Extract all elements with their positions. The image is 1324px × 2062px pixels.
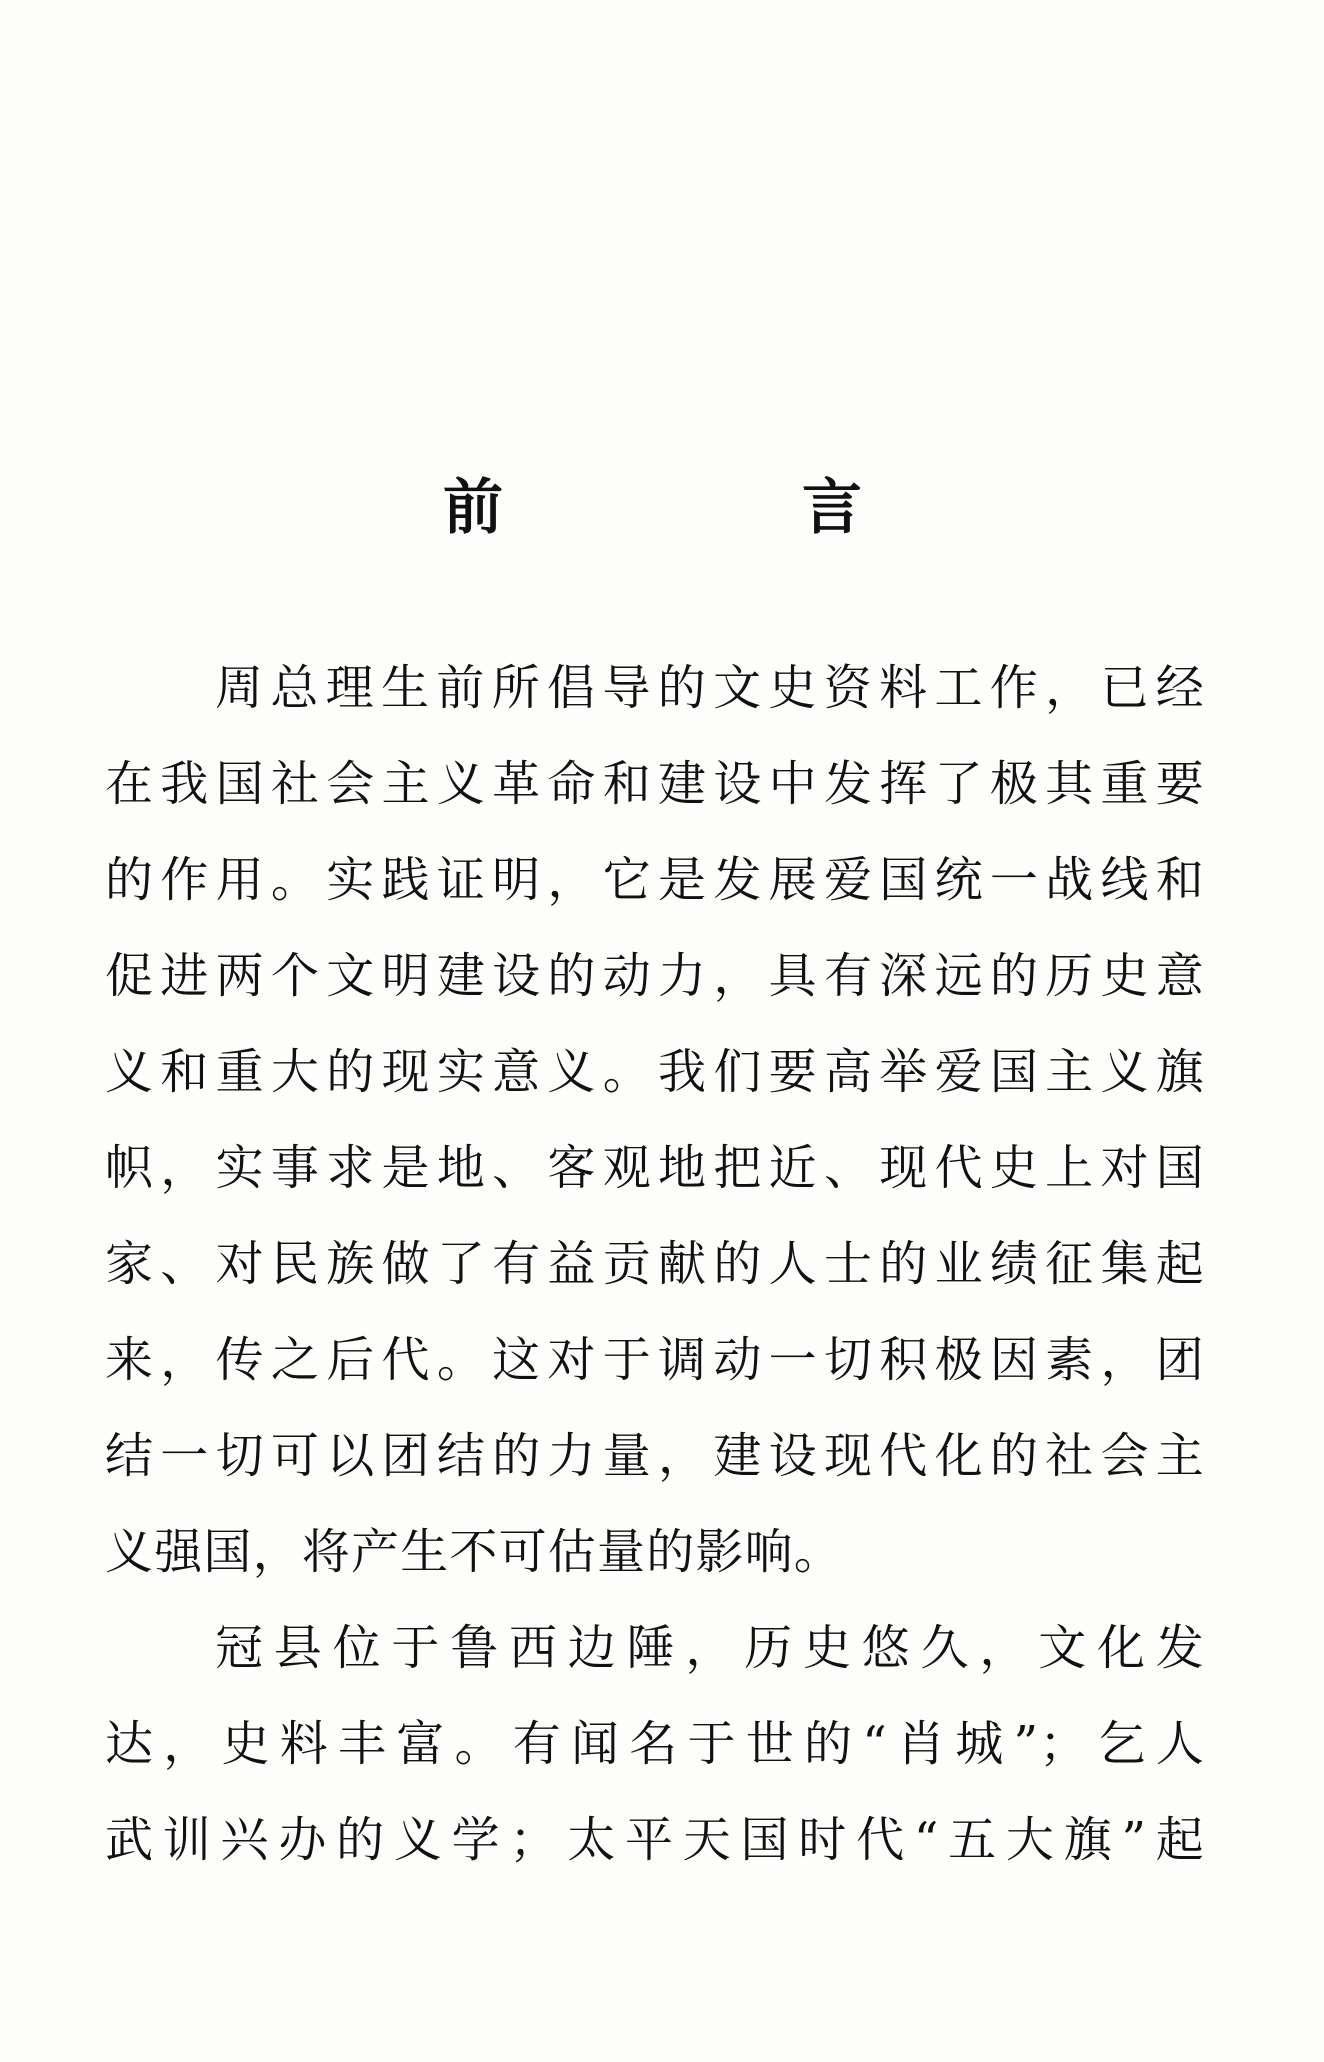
text-line: 在我国社会主义革命和建设中发挥了极其重要 — [105, 756, 1205, 812]
paragraph-2 — [105, 1600, 1205, 1888]
text-line: 家、对民族做了有益贡献的人士的业绩征集起 — [105, 1236, 1205, 1292]
page-title-char-1: 前 — [443, 473, 503, 543]
text-line: 武训兴办的义学；太平天国时代“五大旗”起 — [105, 1812, 1205, 1868]
text-line: 结一切可以团结的力量，建设现代化的社会主 — [105, 1428, 1205, 1484]
text-line: 义强国，将产生不可估量的影响。 — [105, 1524, 844, 1580]
page-title — [0, 468, 1324, 548]
text-line: 义和重大的现实意义。我们要高举爱国主义旗 — [105, 1044, 1205, 1100]
page-title-char-2: 言 — [802, 473, 862, 543]
text-line: 冠县位于鲁西边陲，历史悠久，文化发 — [215, 1620, 1205, 1676]
paragraph-1 — [105, 640, 1205, 1600]
text-line: 帜，实事求是地、客观地把近、现代史上对国 — [105, 1140, 1205, 1196]
text-line: 周总理生前所倡导的文史资料工作，已经 — [215, 660, 1205, 716]
text-line: 达，史料丰富。有闻名于世的“肖城”；乞人 — [105, 1716, 1205, 1772]
body-text — [105, 640, 1205, 1888]
text-line: 来，传之后代。这对于调动一切积极因素，团 — [105, 1332, 1205, 1388]
text-line: 的作用。实践证明，它是发展爱国统一战线和 — [105, 852, 1205, 908]
text-line: 促进两个文明建设的动力，具有深远的历史意 — [105, 948, 1205, 1004]
